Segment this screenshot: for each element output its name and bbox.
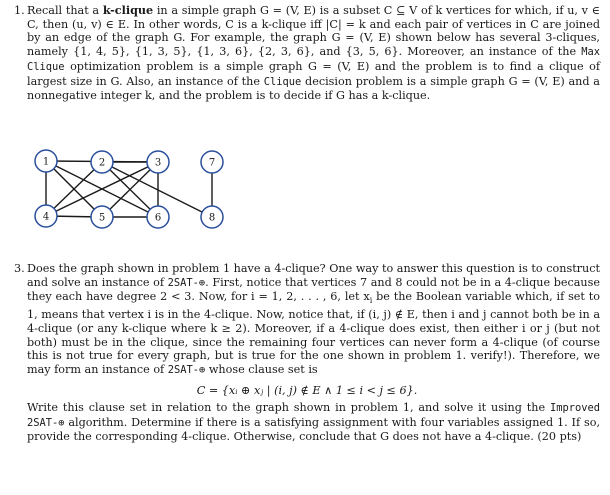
example-graph bbox=[26, 146, 236, 238]
problem-1-text-run: Clique bbox=[263, 75, 302, 88]
problem-3-text-run: 2SAT-⊕ bbox=[167, 364, 206, 377]
graph-vertex-2 bbox=[91, 151, 113, 173]
problem-3-instructions-run: algorithm. Determine if there is a satisfying assignment with four variables assigned 1. If so, provide the corresponding 4-clique. Otherwise, conclude that G does not have a 4-clique. (20 pts) bbox=[27, 415, 600, 444]
graph-vertex-7 bbox=[201, 151, 223, 173]
problem-1-number: 1. bbox=[14, 4, 25, 17]
problem-3-instructions-run: Write this clause set in relation to the graph shown in problem 1, and solve it using the bbox=[27, 400, 550, 414]
graph-vertex-1 bbox=[35, 150, 57, 172]
problem-1-text-run: k-clique bbox=[102, 3, 154, 17]
graph-vertex-label: 4 bbox=[42, 211, 50, 223]
problem-3-text-run: i bbox=[369, 296, 373, 306]
problem-1-text-run: in a simple graph G = (V, E) is a subset C ⊆ V of k vertices for which, if u, v ∈ C, then (u, v) ∈ E. In other words, C is a k-clique iff |C| = k and each pair of vertices in C are joined by an edge of the graph G. For example, the graph G = (V, E) shown below has several 3-cliques, namely {1, 4, 5}, {1, 3, 5}, {1, 3, 6}, {2, 3, 6}, and {3, 5, 6}. Moreover, an instance of the bbox=[27, 4, 600, 59]
problem-1-text-run: optimization problem is a simple graph G = (V, E) and the problem is to find a clique of largest size in G. Also, an instance of the bbox=[27, 59, 600, 88]
graph-vertex-label: 7 bbox=[208, 157, 216, 169]
problem-1 bbox=[14, 4, 600, 103]
problem-1-text-run: decision problem is a simple graph G = (V, E) and a nonnegative integer k, and the problem is to decide if G has a k-clique. bbox=[27, 74, 600, 103]
problem-1-text-run: Recall that a bbox=[27, 4, 103, 17]
problem-3 bbox=[14, 262, 600, 444]
graph-vertex-label: 2 bbox=[98, 157, 106, 169]
graph-vertex-label: 5 bbox=[98, 212, 106, 224]
graph-vertex-label: 8 bbox=[208, 212, 216, 224]
graph-vertex-label: 1 bbox=[42, 156, 50, 168]
graph-vertex-label: 3 bbox=[154, 157, 162, 169]
graph-vertex-5 bbox=[91, 206, 113, 228]
problem-3-instructions-run: Improved 2SAT-⊕ bbox=[27, 401, 600, 429]
problem-3-text-run: 2SAT-⊕ bbox=[167, 276, 206, 289]
graph-vertex-3 bbox=[147, 151, 169, 173]
problem-3-number: 3. bbox=[14, 262, 25, 275]
graph-vertex-label: 6 bbox=[154, 212, 162, 224]
problem-3-text-run: Does the graph shown in problem 1 have a 4-clique? One way to answer this question is to construct and solve an instance of bbox=[27, 262, 600, 289]
graph-vertex-8 bbox=[201, 206, 223, 228]
problem-3-text-run: be the Boolean variable which, if set to 1, means that vertex i is in the 4-clique. Now, notice that, if (i, j) ∉ E, then i and j cannot both be in a 4-clique (or any k-clique where k ≥ 2). Moreover, if a 4-clique does exist, then either i or j (but not both) must be in the clique, since the remaining four vertices can never form a 4-clique (of course this is not true for every graph, but is true for the one shown in problem 1. verify!). Therefore, we may form an instance of bbox=[27, 290, 600, 377]
graph-vertex-4 bbox=[35, 205, 57, 227]
problem-3-text-run: whose clause set is bbox=[205, 363, 318, 377]
problem-3-text bbox=[27, 262, 600, 378]
graph-vertex-6 bbox=[147, 206, 169, 228]
problem-1-text bbox=[27, 4, 600, 103]
problem-3-text-run: . First, notice that vertices 7 and 8 could not be in a 4-clique because they each have degree 2 < 3. Now, for i = 1, 2, . . . , 6, let x bbox=[27, 275, 600, 304]
graph-edges bbox=[46, 161, 212, 217]
problem-3-instructions bbox=[27, 401, 600, 444]
problem-1-text-run: Max Clique bbox=[27, 46, 600, 73]
clause-set-formula: C = {xᵢ ⊕ xⱼ | (i, j) ∉ E ∧ 1 ≤ i < j ≤ 6}. bbox=[196, 383, 418, 397]
